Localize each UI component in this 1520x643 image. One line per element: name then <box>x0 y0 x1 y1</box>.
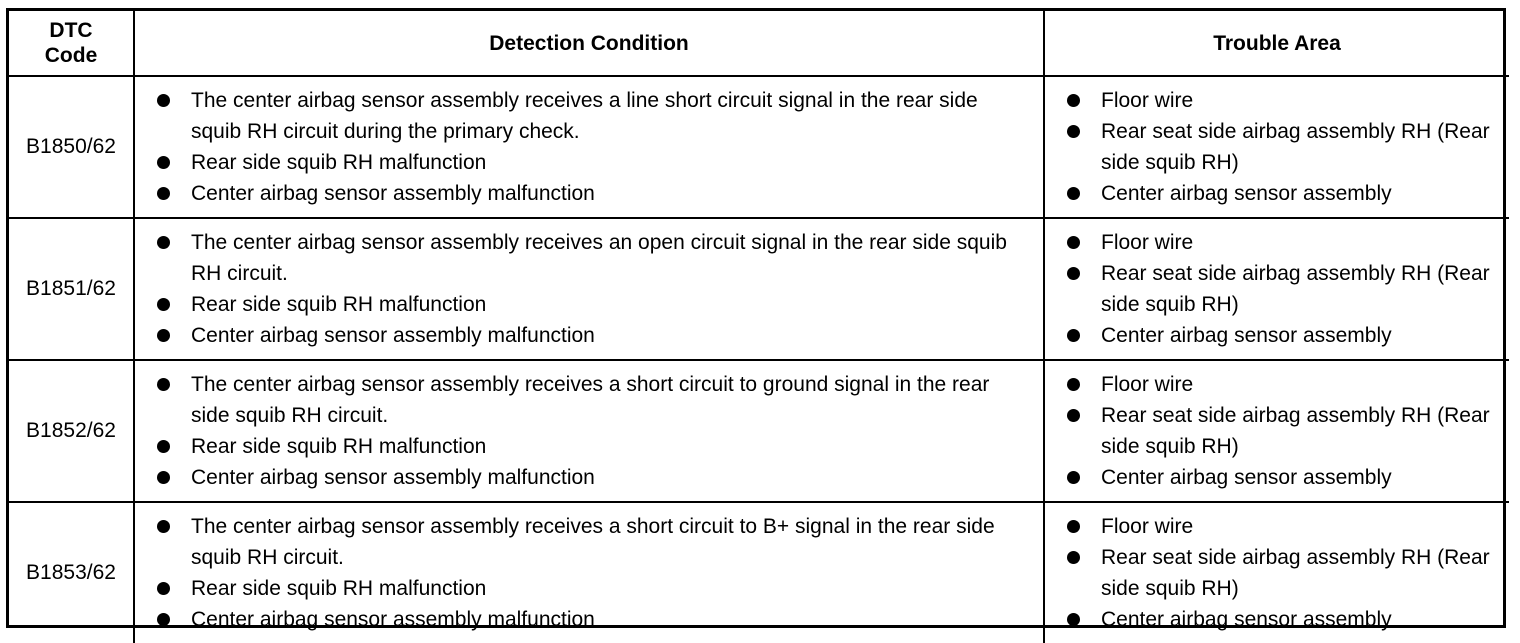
bullet-icon <box>157 520 170 533</box>
header-trouble-area: Trouble Area <box>1044 11 1509 76</box>
bullet-icon <box>157 94 170 107</box>
trouble-area-item <box>1067 542 1499 604</box>
trouble-area-item <box>1067 116 1499 178</box>
trouble-area-item-text: Center airbag sensor assembly <box>1101 182 1392 205</box>
condition-item <box>157 289 1033 320</box>
trouble-area-item-text: Floor wire <box>1101 373 1194 396</box>
bullet-icon <box>1067 551 1080 564</box>
trouble-area-item <box>1067 258 1499 320</box>
detection-condition-cell <box>134 360 1044 502</box>
trouble-area-item-text: Rear seat side airbag assembly RH (Rear side squib RH) <box>1101 262 1490 316</box>
condition-item-text: Center airbag sensor assembly malfunction <box>191 324 595 347</box>
bullet-icon <box>157 236 170 249</box>
trouble-area-cell <box>1044 218 1509 360</box>
condition-item <box>157 85 1033 147</box>
bullet-icon <box>157 378 170 391</box>
bullet-icon <box>1067 125 1080 138</box>
trouble-area-item <box>1067 227 1499 258</box>
trouble-area-cell <box>1044 76 1509 218</box>
condition-item <box>157 511 1033 573</box>
bullet-icon <box>157 187 170 200</box>
trouble-area-cell <box>1044 360 1509 502</box>
bullet-icon <box>157 298 170 311</box>
bullet-icon <box>1067 187 1080 200</box>
condition-item <box>157 320 1033 351</box>
detection-condition-cell <box>134 76 1044 218</box>
bullet-icon <box>1067 613 1080 626</box>
bullet-icon <box>157 582 170 595</box>
trouble-area-item <box>1067 85 1499 116</box>
condition-item-text: Center airbag sensor assembly malfunction <box>191 466 595 489</box>
trouble-area-item-text: Center airbag sensor assembly <box>1101 324 1392 347</box>
condition-item-text: The center airbag sensor assembly receives an open circuit signal in the rear side squib RH circuit. <box>191 231 1007 285</box>
bullet-icon <box>157 613 170 626</box>
bullet-icon <box>1067 267 1080 280</box>
condition-item-text: The center airbag sensor assembly receives a short circuit to B+ signal in the rear side squib RH circuit. <box>191 515 995 569</box>
trouble-area-item-text: Floor wire <box>1101 515 1194 538</box>
trouble-area-item <box>1067 400 1499 462</box>
trouble-area-item-text: Rear seat side airbag assembly RH (Rear side squib RH) <box>1101 404 1490 458</box>
trouble-area-cell-list <box>1045 77 1509 217</box>
table-row <box>9 218 1509 360</box>
bullet-icon <box>157 156 170 169</box>
trouble-area-item-text: Center airbag sensor assembly <box>1101 608 1392 631</box>
trouble-area-item <box>1067 320 1499 351</box>
bullet-icon <box>157 440 170 453</box>
header-row <box>9 11 1509 76</box>
trouble-area-item-text: Floor wire <box>1101 231 1194 254</box>
condition-item-text: Rear side squib RH malfunction <box>191 151 487 174</box>
condition-item-text: Rear side squib RH malfunction <box>191 293 487 316</box>
trouble-area-item <box>1067 604 1499 635</box>
condition-item <box>157 462 1033 493</box>
trouble-area-item-text: Rear seat side airbag assembly RH (Rear side squib RH) <box>1101 546 1490 600</box>
dtc-table-frame <box>6 8 1506 631</box>
trouble-area-item <box>1067 511 1499 542</box>
bullet-icon <box>1067 520 1080 533</box>
table-row <box>9 502 1509 643</box>
dtc-code-cell: B1850/62 <box>9 76 134 218</box>
condition-item <box>157 573 1033 604</box>
dtc-code-cell: B1851/62 <box>9 218 134 360</box>
bullet-icon <box>1067 378 1080 391</box>
header-dtc-code: DTC Code <box>9 11 134 76</box>
trouble-area-item <box>1067 462 1499 493</box>
dtc-table <box>9 11 1509 643</box>
condition-item <box>157 147 1033 178</box>
bullet-icon <box>1067 236 1080 249</box>
condition-item-text: Center airbag sensor assembly malfunction <box>191 608 595 631</box>
condition-item-text: The center airbag sensor assembly receives a short circuit to ground signal in the rear side squib RH circuit. <box>191 373 990 427</box>
bullet-icon <box>1067 329 1080 342</box>
detection-condition-cell-list <box>135 77 1043 217</box>
bullet-icon <box>157 471 170 484</box>
detection-condition-cell-list <box>135 361 1043 501</box>
trouble-area-item-text: Floor wire <box>1101 89 1194 112</box>
detection-condition-cell <box>134 502 1044 643</box>
dtc-code-cell: B1852/62 <box>9 360 134 502</box>
detection-condition-cell-list <box>135 503 1043 643</box>
trouble-area-item-text: Rear seat side airbag assembly RH (Rear side squib RH) <box>1101 120 1490 174</box>
dtc-code-cell: B1853/62 <box>9 502 134 643</box>
bullet-icon <box>157 329 170 342</box>
trouble-area-cell-list <box>1045 361 1509 501</box>
trouble-area-item <box>1067 369 1499 400</box>
table-row <box>9 360 1509 502</box>
detection-condition-cell-list <box>135 219 1043 359</box>
condition-item <box>157 431 1033 462</box>
condition-item <box>157 369 1033 431</box>
condition-item <box>157 604 1033 635</box>
bullet-icon <box>1067 94 1080 107</box>
trouble-area-item-text: Center airbag sensor assembly <box>1101 466 1392 489</box>
condition-item-text: Rear side squib RH malfunction <box>191 577 487 600</box>
condition-item-text: The center airbag sensor assembly receives a line short circuit signal in the rear side squib RH circuit during the primary check. <box>191 89 978 143</box>
table-row <box>9 76 1509 218</box>
condition-item-text: Rear side squib RH malfunction <box>191 435 487 458</box>
detection-condition-cell <box>134 218 1044 360</box>
condition-item <box>157 227 1033 289</box>
condition-item <box>157 178 1033 209</box>
trouble-area-cell <box>1044 502 1509 643</box>
header-detection-condition: Detection Condition <box>134 11 1044 76</box>
bullet-icon <box>1067 471 1080 484</box>
trouble-area-cell-list <box>1045 503 1509 643</box>
trouble-area-cell-list <box>1045 219 1509 359</box>
bullet-icon <box>1067 409 1080 422</box>
condition-item-text: Center airbag sensor assembly malfunction <box>191 182 595 205</box>
trouble-area-item <box>1067 178 1499 209</box>
